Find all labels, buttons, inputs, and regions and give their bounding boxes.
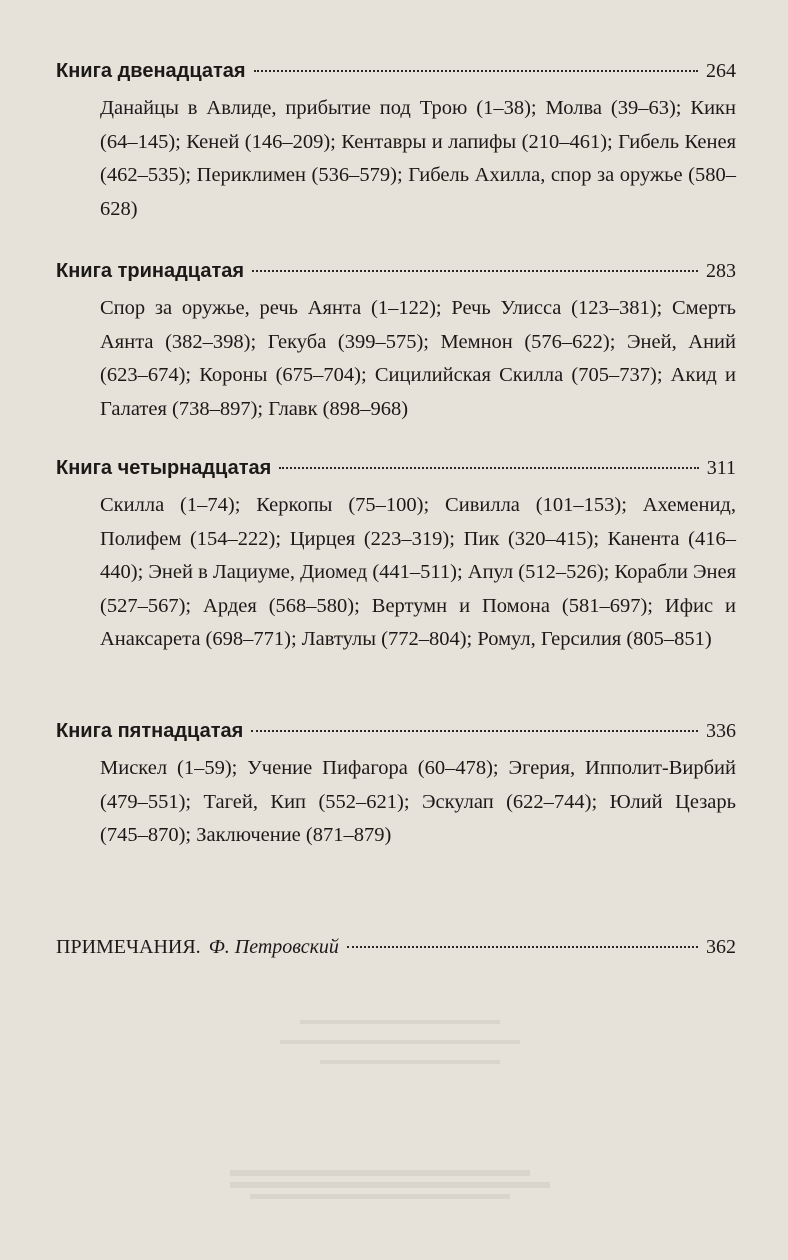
toc-page-number: 336 — [706, 720, 736, 742]
dot-leader — [252, 270, 698, 272]
toc-page-number: 264 — [706, 60, 736, 82]
toc-page-number: 362 — [706, 936, 736, 958]
toc-heading-line — [56, 716, 736, 746]
toc-entry-title: Книга двенадцатая — [56, 60, 246, 82]
dot-leader — [254, 70, 698, 72]
toc-entry-description: Скилла (1–74); Керкопы (75–100); Сивилла (101–153); Ахеменид, Полифем (154–222); Цирцея (223–319); Пик (320–415); Канента (416–440); Эней в Лациуме, Диомед (441–511); Апул (512–526); Корабли Энея (527–567); Ардея (568–580); Вертумн и Помона (581–697); Ифис и Анаксарета (698–771); Лавтулы (772–804); Ромул, Герсилия (805–851) — [100, 494, 737, 650]
toc-entry-description: Спор за оружье, речь Аянта (1–122); Речь Улисса (123–381); Смерть Аянта (382–398); Гекуба (399–575); Мемнон (576–622); Эней, Аний (623–674); Короны (675–704); Сицилийская Скилла (705–737); Акид и Галатея (738–897); Главк (898–968) — [100, 297, 736, 420]
toc-heading-line — [56, 256, 736, 286]
toc-entry-title: Книга пятнадцатая — [56, 720, 244, 742]
toc-page-number: 283 — [706, 260, 736, 282]
dot-leader — [279, 467, 698, 469]
toc-heading-line — [56, 56, 736, 86]
toc-entry-title: Книга тринадцатая — [56, 260, 245, 282]
notes-author: Ф. Петровский — [208, 936, 339, 958]
notes-label: ПРИМЕЧАНИЯ. — [56, 936, 201, 958]
notes-line — [56, 932, 736, 962]
dot-leader — [251, 730, 698, 732]
toc-entry-book-14 — [56, 453, 736, 657]
toc-entry-notes — [56, 932, 736, 962]
toc-entry-book-15 — [56, 716, 736, 853]
toc-entry-title: Книга четырнадцатая — [56, 457, 272, 479]
toc-page-number: 311 — [706, 457, 736, 479]
toc-entry-description: Мискел (1–59); Учение Пифагора (60–478); Эгерия, Ипполит-Вирбий (479–551); Тагей, Кип (552–621); Эскулап (622–744); Юлий Цезарь (745–870); Заключение (871–879) — [100, 757, 736, 846]
toc-heading-line — [56, 453, 736, 483]
toc-entry-book-13 — [56, 256, 736, 426]
toc-entry-book-12 — [56, 56, 736, 226]
toc-entry-description: Данайцы в Авлиде, прибытие под Трою (1–38); Молва (39–63); Кикн (64–145); Кеней (146–209); Кентавры и лапифы (210–461); Гибель Кенея (462–535); Периклимен (536–579); Гибель Ахилла, спор за оружье (580–628) — [100, 97, 736, 220]
dot-leader — [347, 946, 698, 948]
